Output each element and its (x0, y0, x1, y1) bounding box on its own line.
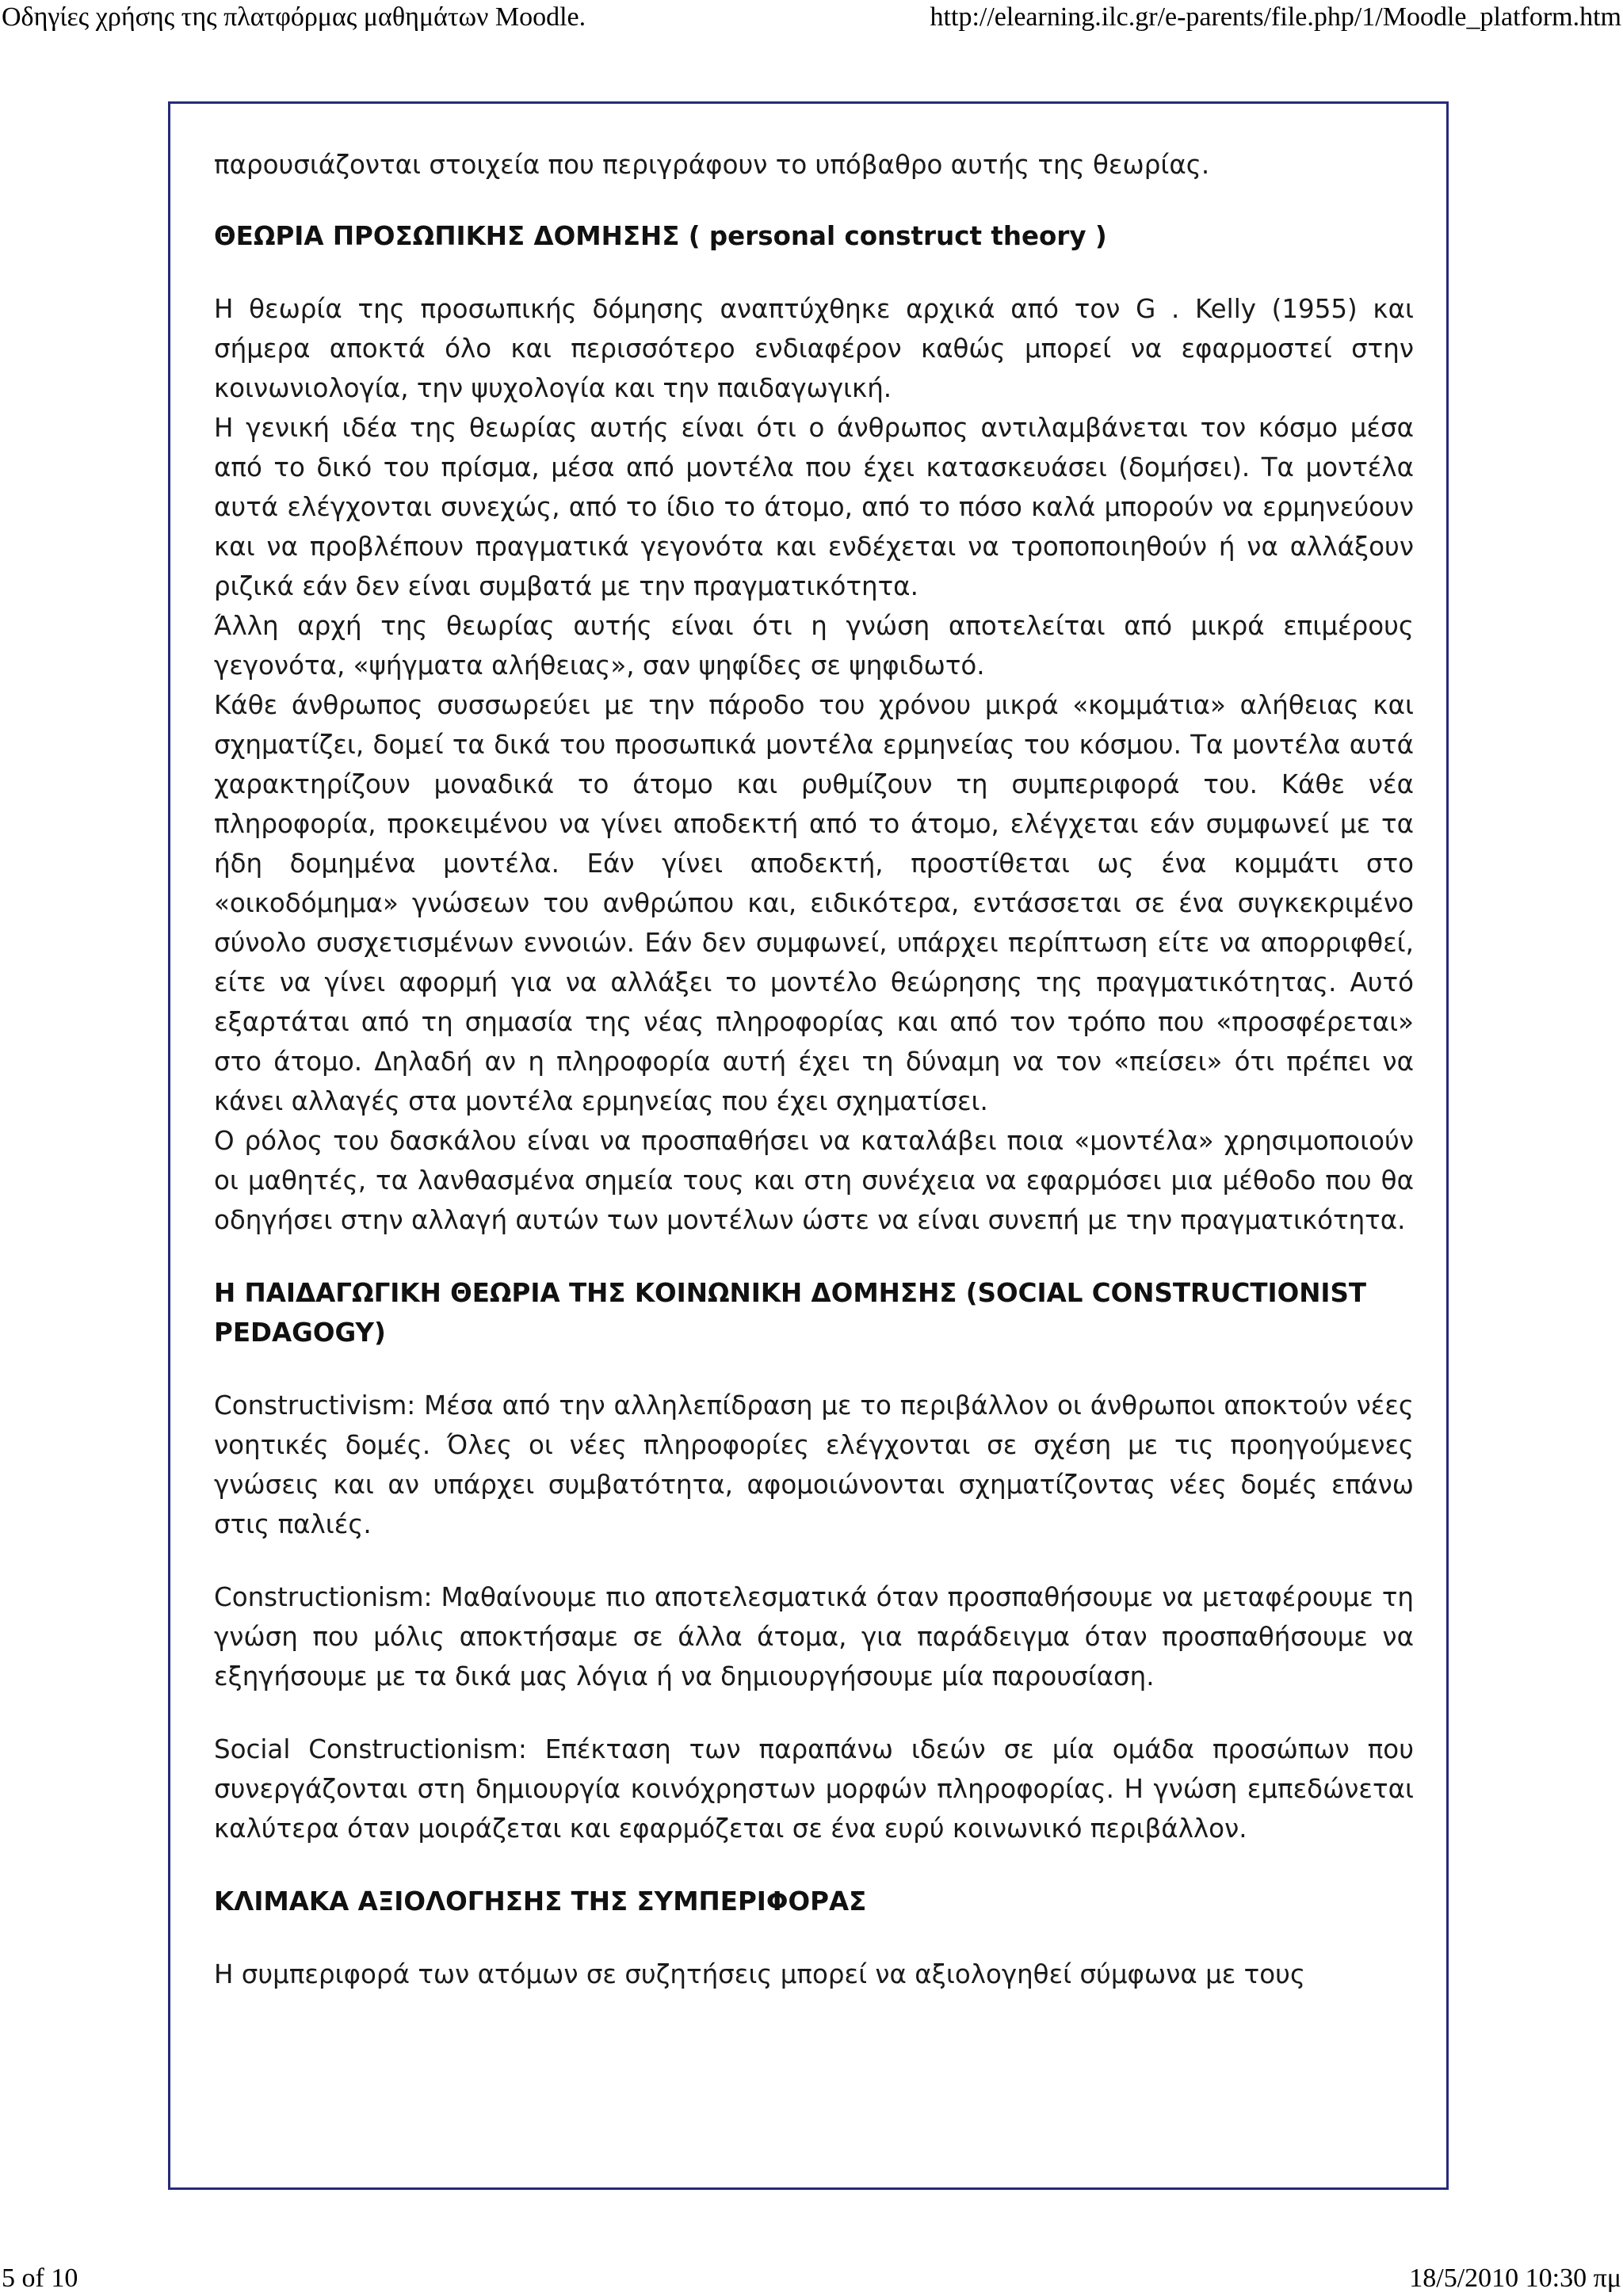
heading-social-constructionist: Η ΠΑΙΔΑΓΩΓΙΚΗ ΘΕΩΡΙΑ ΤΗΣ ΚΟΙΝΩΝΙΚΗ ΔΟΜΗΣΗΣ (SOCIAL CONSTRUCTIONIST PEDAGOGY) (214, 1278, 1367, 1348)
print-footer-page: 5 of 10 (2, 2264, 78, 2293)
print-footer (0, 2261, 1623, 2296)
document-content (214, 145, 1414, 1994)
constructivism-paragraph: Constructivism: Μέσα από την αλληλεπίδραση με το περιβάλλον οι άνθρωποι αποκτούν νέες νοητικές δομές. Όλες οι νέες πληροφορίες ελέγχονται σε σχέση με τις προηγούμενες γνώσεις και αν υπάρχει συμβατότητα, αφομοιώνονται σχηματίζοντας νέες δομές επάνω στις παλιές. (214, 1390, 1414, 1539)
print-header (0, 0, 1623, 35)
heading-personal-construct: ΘΕΩΡΙΑ ΠΡΟΣΩΠΙΚΗΣ ΔΟΜΗΣΗΣ ( personal construct theory ) (214, 221, 1107, 251)
intro-line: παρουσιάζονται στοιχεία που περιγράφουν το υπόβαθρο αυτής της θεωρίας. (214, 150, 1210, 180)
pc-paragraph-4: Κάθε άνθρωπος συσσωρεύει με την πάροδο του χρόνου μικρά «κομμάτια» αλήθειας και σχηματίζει, δομεί τα δικά του προσωπικά μοντέλα ερμηνείας του κόσμου. Τα μοντέλα αυτά χαρακτηρίζουν μοναδικά το άτομο και ρυθμίζουν τη συμπεριφορά του. Κάθε νέα πληροφορία, προκειμένου να γίνει αποδεκτή από το άτομο, ελέγχεται εάν συμφωνεί με τα ήδη δομημένα μοντέλα. Εάν γίνει αποδεκτή, προστίθεται ως ένα κομμάτι στο «οικοδόμημα» γνώσεων του ανθρώπου και, ειδικότερα, εντάσσεται σε ένα συγκεκριμένο σύνολο συσχετισμένων εννοιών. Εάν δεν συμφωνεί, υπάρχει περίπτωση είτε να απορριφθεί, είτε να γίνει αφορμή για να αλλάξει το μοντέλο θεώρησης της πραγματικότητας. Αυτό εξαρτάται από τη σημασία της νέας πληροφορίας και από τον τρόπο που «προσφέρεται» στο άτομο. Δηλαδή αν η πληροφορία αυτή έχει τη δύναμη να τον «πείσει» ότι πρέπει να κάνει αλλαγές στα μοντέλα ερμηνείας που έχει σχηματίσει. (214, 690, 1414, 1116)
print-header-url: http://elearning.ilc.gr/e-parents/file.php/1/Moodle_platform.htm (930, 2, 1621, 32)
pc-paragraph-3: Άλλη αρχή της θεωρίας αυτής είναι ότι η γνώση αποτελείται από μικρά επιμέρους γεγονότα, «ψήγματα αλήθειας», σαν ψηφίδες σε ψηφιδωτό. (214, 611, 1414, 681)
pc-paragraph-2: Η γενική ιδέα της θεωρίας αυτής είναι ότι ο άνθρωπος αντιλαμβάνεται τον κόσμο μέσα από το δικό του πρίσμα, μέσα από μοντέλα που έχει κατασκευάσει (δομήσει). Τα μοντέλα αυτά ελέγχονται συνεχώς, από το ίδιο το άτομο, από το πόσο καλά μπορούν να ερμηνεύουν και να προβλέπουν πραγματικά γεγονότα και ενδέχεται να τροποποιηθούν ή να αλλάξουν ριζικά εάν δεν είναι συμβατά με την πραγματικότητα. (214, 413, 1414, 601)
print-footer-datetime: 18/5/2010 10:30 πμ (1409, 2264, 1621, 2293)
document-frame (168, 101, 1449, 2190)
print-header-title: Οδηγίες χρήσης της πλατφόρμας μαθημάτων Moodle. (2, 2, 586, 32)
behavior-intro-line: Η συμπεριφορά των ατόμων σε συζητήσεις μπορεί να αξιολογηθεί σύμφωνα με τους (214, 1959, 1306, 1989)
heading-behavior-scale: ΚΛΙΜΑΚΑ ΑΞΙΟΛΟΓΗΣΗΣ ΤΗΣ ΣΥΜΠΕΡΙΦΟΡΑΣ (214, 1886, 867, 1917)
pc-paragraph-5: Ο ρόλος του δασκάλου είναι να προσπαθήσει να καταλάβει ποια «μοντέλα» χρησιμοποιούν οι μαθητές, τα λανθασμένα σημεία τους και στη συνέχεια να εφαρμόσει μια μέθοδο που θα οδηγήσει στην αλλαγή αυτών των μοντέλων ώστε να είναι συνεπή με την πραγματικότητα. (214, 1126, 1414, 1235)
pc-paragraph-1: Η θεωρία της προσωπικής δόμησης αναπτύχθηκε αρχικά από τον G . Kelly (1955) και σήμερα αποκτά όλο και περισσότερο ενδιαφέρον καθώς μπορεί να εφαρμοστεί στην κοινωνιολογία, την ψυχολογία και την παιδαγωγική. (214, 294, 1414, 403)
social-constructionism-paragraph: Social Constructionism: Επέκταση των παραπάνω ιδεών σε μία ομάδα προσώπων που συνεργάζονται στη δημιουργία κοινόχρηστων μορφών πληροφορίας. Η γνώση εμπεδώνεται καλύτερα όταν μοιράζεται και εφαρμόζεται σε ένα ευρύ κοινωνικό περιβάλλον. (214, 1734, 1414, 1844)
constructionism-paragraph: Constructionism: Μαθαίνουμε πιο αποτελεσματικά όταν προσπαθήσουμε να μεταφέρουμε τη γνώση που μόλις αποκτήσαμε σε άλλα άτομα, για παράδειγμα όταν προσπαθήσουμε να εξηγήσουμε με τα δικά μας λόγια ή να δημιουργήσουμε μία παρουσίαση. (214, 1582, 1414, 1691)
